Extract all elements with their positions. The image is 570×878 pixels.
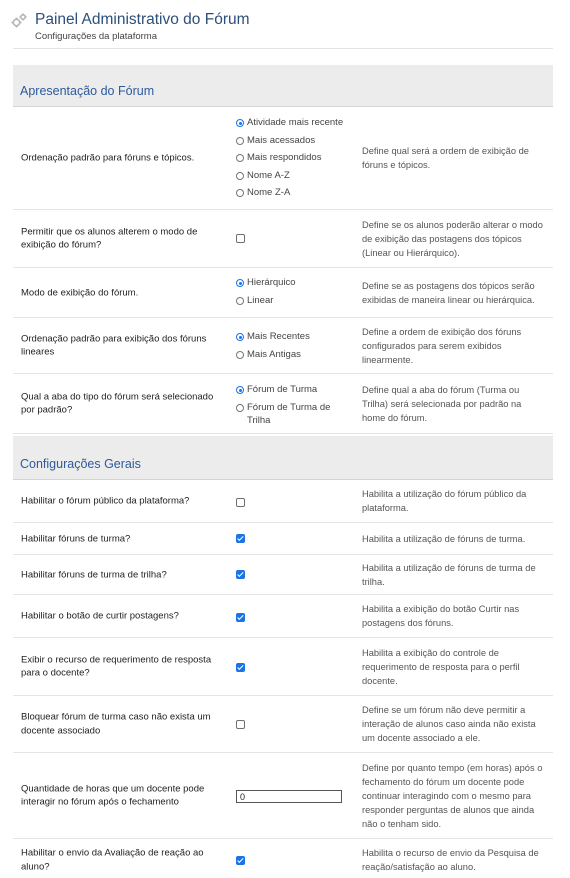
setting-description: Define a ordem de exibição dos fóruns configurados para serem exibidos linearmente.	[362, 326, 522, 365]
radio-option[interactable]: Atividade mais recente	[236, 116, 343, 134]
setting-row-response-requirement	[13, 638, 553, 696]
radio-button[interactable]	[236, 351, 244, 359]
radio-option[interactable]: Mais Recentes	[236, 330, 310, 348]
class-forums-checkbox[interactable]	[236, 534, 245, 543]
allow-mode-change-checkbox[interactable]	[236, 234, 245, 243]
page-title: Painel Administrativo do Fórum	[35, 11, 250, 28]
setting-label: Habilitar o envio da Avaliação de reação ao aluno?	[21, 847, 204, 872]
radio-button[interactable]	[236, 297, 244, 305]
setting-description: Define se os alunos poderão alterar o modo de exibição das postagens dos tópicos (Linear ou Hierárquico).	[362, 219, 543, 258]
setting-description: Habilita a exibição do botão Curtir nas postagens dos fóruns.	[362, 604, 520, 628]
radio-option[interactable]: Fórum de Turma de Trilha	[236, 401, 341, 428]
setting-label: Habilitar fóruns de turma de trilha?	[21, 568, 167, 580]
radio-option[interactable]: Linear	[236, 294, 296, 312]
setting-row-linear-ordering	[13, 318, 553, 374]
setting-row-default-tab	[13, 374, 553, 434]
gears-icon	[10, 12, 28, 30]
setting-label: Habilitar o fórum público da plataforma?	[21, 495, 190, 507]
setting-description: Habilita o recurso de envio da Pesquisa de reação/satisfação ao aluno.	[362, 848, 539, 872]
like-button-checkbox[interactable]	[236, 613, 245, 622]
setting-label: Exibir o recurso de requerimento de resposta para o docente?	[21, 654, 212, 679]
setting-row-block-without-teacher	[13, 696, 553, 753]
section-title: Configurações Gerais	[20, 457, 141, 471]
setting-label: Bloquear fórum de turma caso não exista um docente associado	[21, 711, 211, 736]
public-forum-checkbox[interactable]	[236, 498, 245, 507]
setting-description: Define se um fórum não deve permitir a interação de alunos caso ainda não exista um docente associado a ele.	[362, 705, 536, 743]
setting-label: Ordenação padrão para fóruns e tópicos.	[21, 152, 195, 164]
radio-option[interactable]: Hierárquico	[236, 276, 296, 294]
section-title: Apresentação do Fórum	[20, 84, 155, 98]
radio-button-selected[interactable]	[236, 119, 244, 127]
setting-description: Define por quanto tempo (em horas) após o fechamento do fórum um docente pode continuar interagindo com o mesmo para responder perguntas de alunos que ainda não o tenham sido.	[362, 762, 543, 829]
page-header	[0, 0, 570, 50]
setting-row-ordering	[13, 107, 553, 210]
linear-ordering-radio-group	[236, 330, 310, 365]
trail-forums-checkbox[interactable]	[236, 570, 245, 579]
setting-description: Habilita a utilização de fóruns de turma de trilha.	[362, 562, 536, 587]
setting-description: Habilita a exibição do controle de requerimento de resposta para o perfil docente.	[362, 647, 520, 686]
radio-option[interactable]: Fórum de Turma	[236, 383, 341, 401]
radio-button[interactable]	[236, 137, 244, 145]
setting-row-like-button	[13, 595, 553, 638]
radio-option[interactable]: Nome Z-A	[236, 186, 343, 204]
setting-label: Ordenação padrão para exibição dos fóruns lineares	[21, 333, 207, 358]
setting-label: Permitir que os alunos alterem o modo de exibição do fórum?	[21, 226, 198, 251]
radio-option[interactable]: Mais Antigas	[236, 348, 310, 366]
header-divider	[13, 48, 553, 49]
display-mode-radio-group	[236, 276, 296, 311]
setting-label: Habilitar fóruns de turma?	[21, 532, 131, 544]
radio-button-selected[interactable]	[236, 279, 244, 287]
reaction-survey-checkbox[interactable]	[236, 856, 245, 865]
setting-label: Quantidade de horas que um docente pode interagir no fórum após o fechamento	[21, 783, 205, 808]
setting-description: Define se as postagens dos tópicos serão exibidas de maneira linear ou hierárquica.	[362, 280, 535, 305]
setting-row-display-mode	[13, 268, 553, 318]
radio-button[interactable]	[236, 154, 244, 162]
setting-description: Define qual a aba do fórum (Turma ou Trilha) será selecionada por padrão na home do fórum.	[362, 384, 522, 423]
section-presentation-header	[13, 65, 553, 107]
radio-button[interactable]	[236, 172, 244, 180]
setting-row-public-forum	[13, 480, 553, 523]
setting-row-reaction-survey	[13, 839, 553, 878]
setting-row-trail-forums	[13, 555, 553, 595]
setting-row-hours-after-close	[13, 753, 553, 839]
radio-option[interactable]: Mais acessados	[236, 134, 343, 152]
setting-label: Habilitar o botão de curtir postagens?	[21, 610, 179, 622]
ordering-radio-group	[236, 116, 343, 204]
radio-button[interactable]	[236, 404, 244, 412]
hours-after-close-input[interactable]	[236, 790, 342, 803]
radio-option[interactable]: Mais respondidos	[236, 151, 343, 169]
setting-description: Habilita a utilização do fórum público da plataforma.	[362, 489, 527, 513]
block-without-teacher-checkbox[interactable]	[236, 720, 245, 729]
section-general-header	[13, 436, 553, 480]
response-requirement-checkbox[interactable]	[236, 663, 245, 672]
setting-description: Habilita a utilização de fóruns de turma.	[362, 533, 526, 544]
setting-row-allow-mode-change	[13, 210, 553, 268]
setting-row-class-forums	[13, 523, 553, 555]
setting-label: Modo de exibição do fórum.	[21, 286, 139, 298]
setting-description: Define qual será a ordem de exibição de fóruns e tópicos.	[362, 146, 529, 170]
default-tab-radio-group	[236, 383, 341, 428]
radio-button-selected[interactable]	[236, 333, 244, 341]
setting-label: Qual a aba do tipo do fórum será selecionado por padrão?	[21, 391, 214, 416]
radio-button-selected[interactable]	[236, 386, 244, 394]
radio-option[interactable]: Nome A-Z	[236, 169, 343, 187]
radio-button[interactable]	[236, 189, 244, 197]
page-subtitle: Configurações da plataforma	[35, 31, 157, 42]
